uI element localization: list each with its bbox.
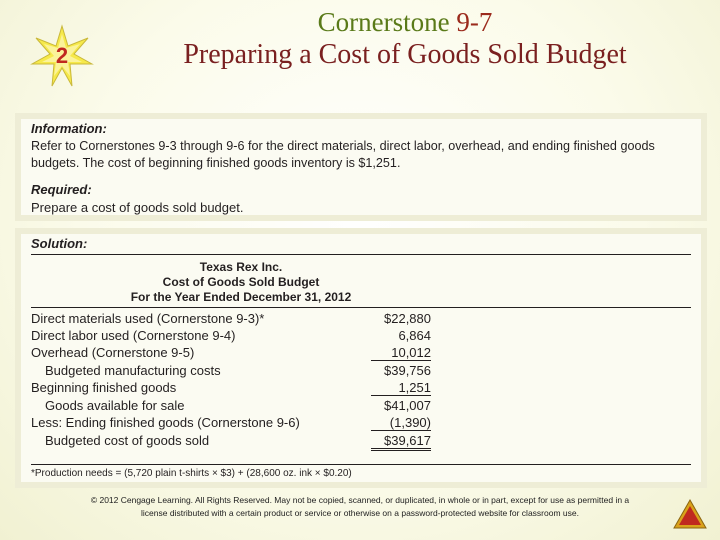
next-slide-arrow-icon (672, 496, 708, 532)
information-line-2: budgets. The cost of beginning finished goods inventory is $1,251. (31, 156, 401, 170)
table-row (31, 345, 431, 362)
row-amount: $41,007 (384, 398, 431, 413)
title-subtitle: Preparing a Cost of Goods Sold Budget (183, 38, 627, 70)
slide-title (100, 8, 710, 70)
copyright-line-2: license distributed with a certain product or service or otherwise on a password-protected website for classroom use. (141, 508, 579, 518)
row-amount: $22,880 (384, 311, 431, 326)
table-row (31, 433, 431, 450)
row-label: Budgeted manufacturing costs (45, 363, 221, 378)
title-number: 9-7 (456, 7, 493, 37)
row-amount: 6,864 (398, 328, 431, 343)
row-label: Goods available for sale (45, 398, 185, 413)
row-label: Beginning finished goods (31, 380, 177, 395)
statement-period: For the Year Ended December 31, 2012 (130, 290, 352, 304)
information-line-1: Refer to Cornerstones 9-3 through 9-6 for the direct materials, direct labor, overhead, and ending finished goods (31, 139, 655, 153)
information-panel (15, 113, 707, 221)
solution-rule-bottom (31, 464, 691, 465)
solution-rule-top (31, 254, 691, 255)
row-label: Overhead (Cornerstone 9-5) (31, 345, 195, 360)
statement-company: Texas Rex Inc. (199, 260, 283, 274)
table-row (31, 311, 431, 328)
title-prefix: Cornerstone (317, 7, 457, 37)
information-label: Information: (31, 121, 107, 136)
table-row (31, 380, 431, 397)
row-label: Budgeted cost of goods sold (45, 433, 210, 448)
row-amount: 1,251 (371, 380, 431, 396)
solution-rule-header (31, 307, 691, 308)
row-label: Direct labor used (Cornerstone 9-4) (31, 328, 236, 343)
table-row (31, 328, 431, 345)
row-amount: (1,390) (371, 415, 431, 431)
copyright-notice (30, 494, 690, 520)
statement-title: Cost of Goods Sold Budget (162, 275, 320, 289)
production-footnote: *Production needs = (5,720 plain t-shirts × $3) + (28,600 oz. ink × $0.20) (31, 468, 352, 479)
row-amount: 10,012 (371, 345, 431, 361)
solution-label: Solution: (31, 236, 88, 251)
table-row (31, 398, 431, 415)
table-row (31, 415, 431, 432)
solution-panel (15, 228, 707, 488)
row-amount: $39,756 (384, 363, 431, 378)
table-row (31, 363, 431, 380)
required-text: Prepare a cost of goods sold budget. (31, 200, 244, 215)
row-label: Direct materials used (Cornerstone 9-3)* (31, 311, 265, 326)
row-amount: $39,617 (371, 433, 431, 451)
badge-number: 2 (55, 43, 69, 68)
row-label: Less: Ending finished goods (Cornerstone 9-6) (31, 415, 300, 430)
chapter-badge (26, 20, 98, 92)
next-slide-button[interactable] (672, 496, 708, 532)
copyright-line-1: © 2012 Cengage Learning. All Rights Reserved. May not be copied, scanned, or duplicated, in whole or in part, except for use as permitted in a (90, 495, 630, 505)
required-label: Required: (31, 182, 92, 197)
